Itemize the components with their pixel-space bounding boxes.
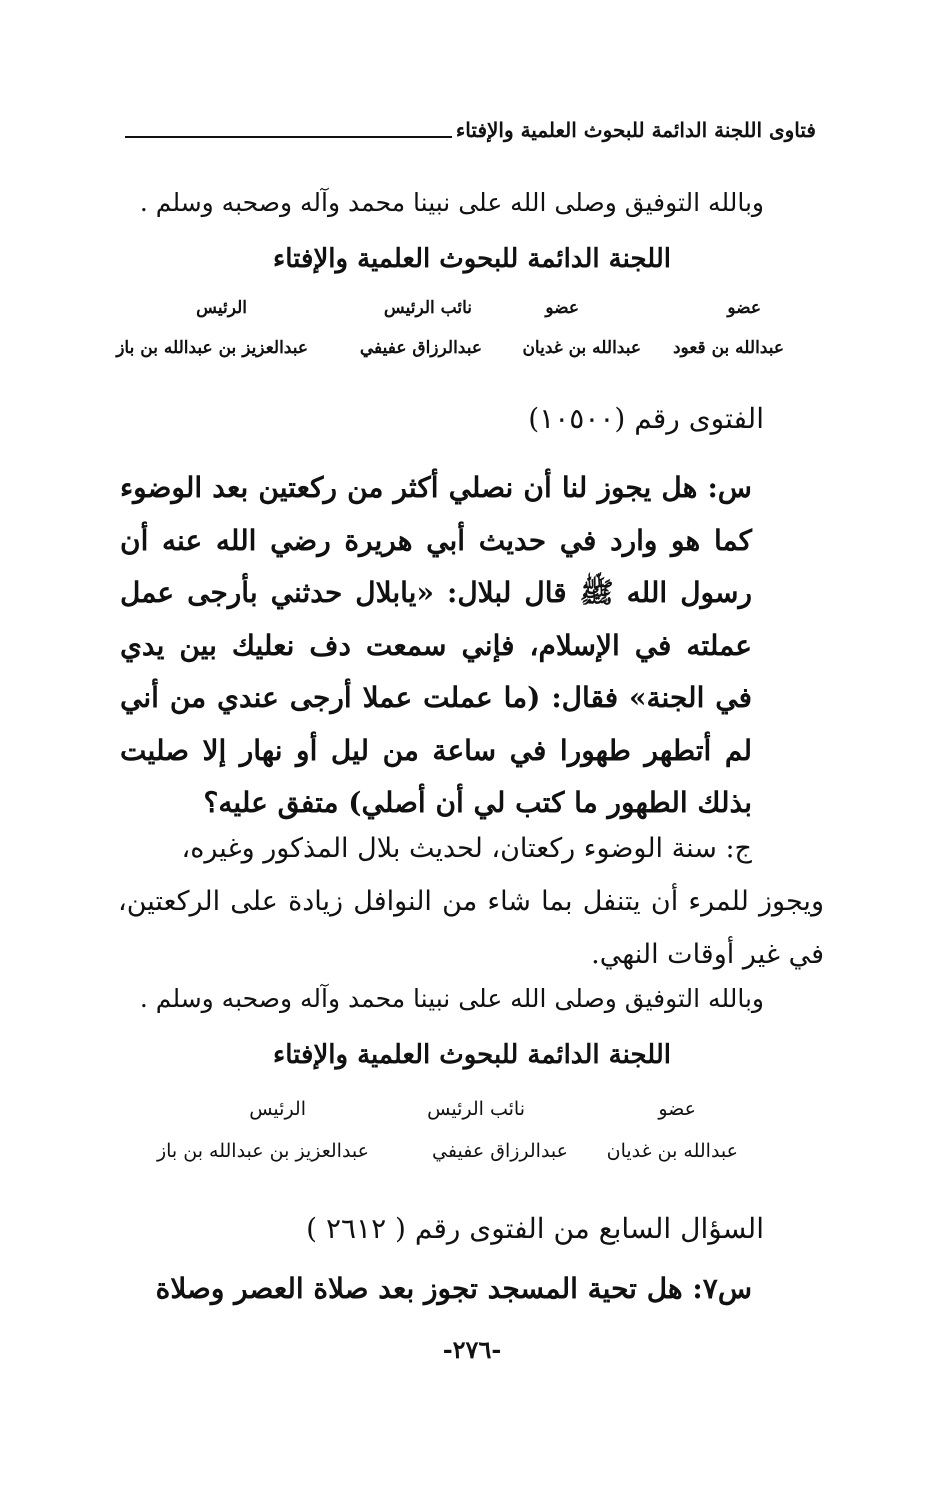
signatory-role: الرئيس	[249, 1098, 306, 1120]
signatory-role: الرئيس	[196, 298, 247, 318]
signatory-name: عبدالله بن غديان	[606, 1140, 738, 1162]
fatwa-number-heading: الفتوى رقم (١٠٥٠٠)	[528, 402, 764, 435]
signatory-name: عبدالعزيز بن عبدالله بن باز	[156, 1140, 369, 1162]
closing-formula: وبالله التوفيق وصلى الله على نبينا محمد وآله وصحبه وسلم .	[139, 188, 764, 217]
signatory-role: عضو	[727, 298, 761, 318]
signatory-role: نائب الرئيس	[427, 1098, 525, 1120]
closing-formula: وبالله التوفيق وصلى الله على نبينا محمد وآله وصحبه وسلم .	[139, 984, 764, 1013]
answer-paragraph: ويجوز للمرء أن يتنفل بما شاء من النوافل زيادة على الركعتين، في غير أوقات النهي.	[118, 886, 824, 970]
running-header	[125, 118, 816, 142]
running-header-title: فتاوى اللجنة الدائمة للبحوث العلمية والإفتاء	[455, 118, 816, 142]
signatory-name: عبدالله بن قعود	[672, 338, 784, 358]
committee-name: اللجنة الدائمة للبحوث العلمية والإفتاء	[273, 1040, 671, 1070]
header-rule	[125, 136, 452, 138]
question-paragraph: س: هل يجوز لنا أن نصلي أكثر من ركعتين بعد الوضوء كما هو وارد في حديث أبي هريرة رضي الله عنه أن رسول الله ﷺ قال لبلال: «يابلال حدثني بأرجى عمل عملته في الإسلام، فإني سمعت دف نعليك بين يدي في الجنة» فقال: (ما عملت عملا أرجى عندي من أني لم أتطهر طهورا في ساعة من ليل أو نهار إلا صليت بذلك الطهور ما كتب لي أن أصلي) متفق عليه؟	[120, 471, 752, 819]
committee-name: اللجنة الدائمة للبحوث العلمية والإفتاء	[273, 244, 671, 274]
answer-text	[118, 822, 824, 981]
next-question-text: س٧: هل تحية المسجد تجوز بعد صلاة العصر وصلاة	[155, 1272, 752, 1305]
signatory-name: عبدالرزاق عفيفي	[432, 1140, 568, 1162]
signatory-name: عبدالرزاق عفيفي	[359, 338, 482, 358]
signatory-role: عضو	[545, 298, 579, 318]
answer-first-line: ج: سنة الوضوء ركعتان، لحديث بلال المذكور وغيره،	[181, 833, 752, 864]
signatory-name: عبدالعزيز بن عبدالله بن باز	[116, 338, 308, 358]
signatory-role: عضو	[658, 1098, 696, 1120]
next-question-heading: السؤال السابع من الفتوى رقم ( ٢٦١٢ )	[306, 1212, 764, 1245]
page-number: -٢٧٦-	[442, 1335, 502, 1364]
question-text	[120, 462, 752, 830]
signatory-name: عبدالله بن غديان	[522, 338, 641, 358]
signatory-role: نائب الرئيس	[383, 298, 472, 318]
